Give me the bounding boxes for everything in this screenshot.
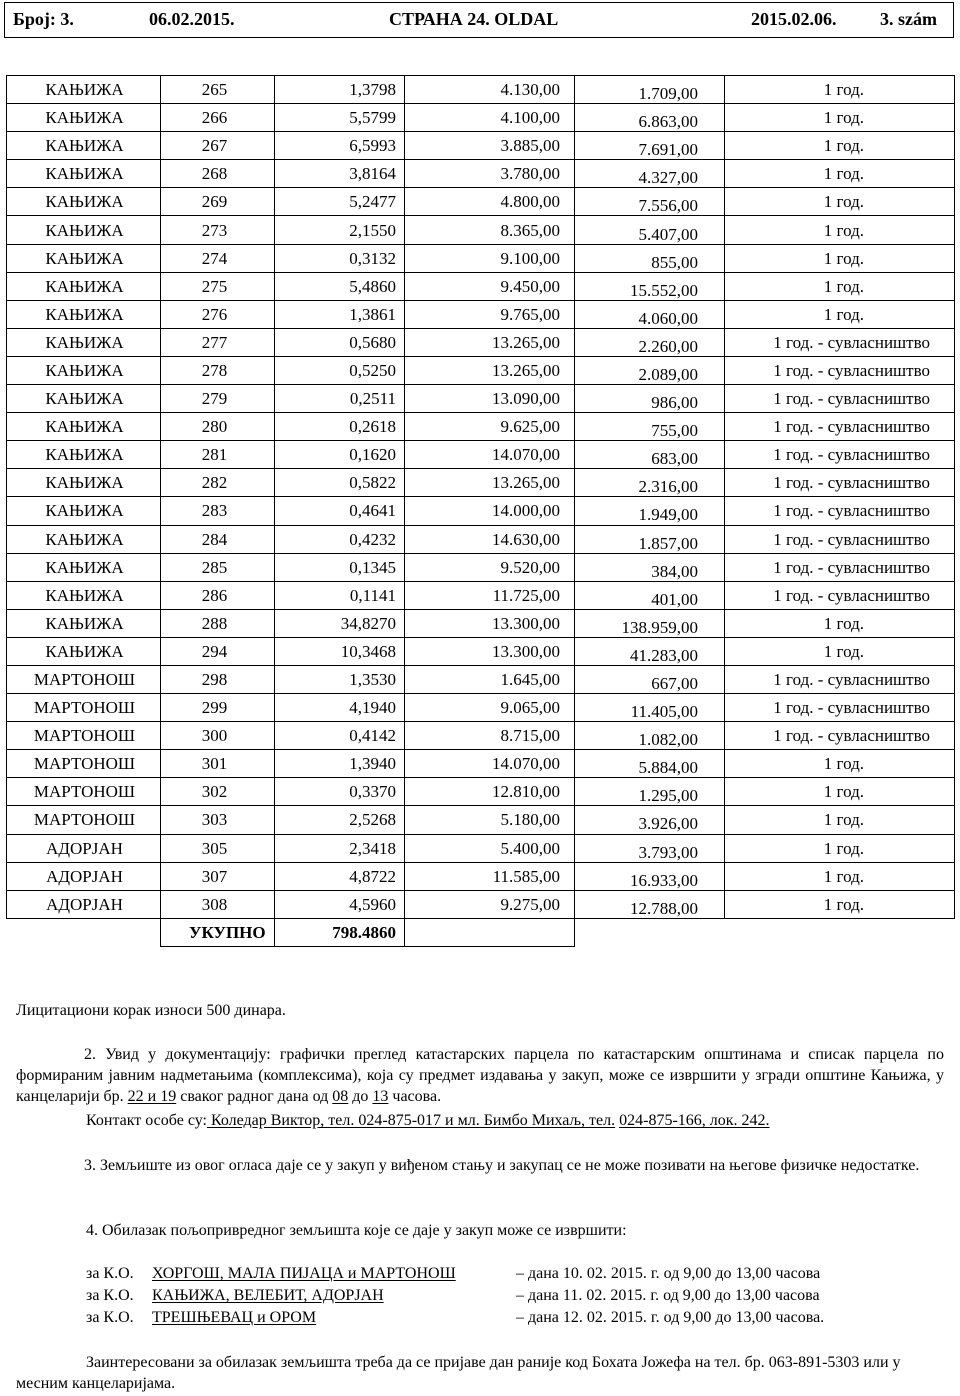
visit-line [86,1264,820,1284]
parcel-number-cell: 280 [161,413,275,441]
parcel-number-cell: 277 [161,328,275,356]
deposit-cell: 7.556,00 [575,188,725,216]
starting-price-cell: 9.065,00 [405,694,575,722]
cadastral-municipality-cell: КАЊИЖА [7,76,161,104]
table-row [7,104,955,132]
lease-term-cell: 1 год. - сувласништво [725,385,955,413]
table-row [7,328,955,356]
deposit-cell: 667,00 [575,665,725,693]
deposit-cell: 7.691,00 [575,132,725,160]
area-cell: 0,5250 [275,356,405,384]
area-cell: 4,8722 [275,862,405,890]
cadastral-municipality-cell: МАРТОНОШ [7,778,161,806]
area-cell: 4,5960 [275,890,405,918]
area-cell: 0,1141 [275,581,405,609]
parcel-table [6,75,955,947]
deposit-cell: 855,00 [575,244,725,272]
deposit-cell: 16.933,00 [575,862,725,890]
starting-price-cell: 13.265,00 [405,356,575,384]
parcel-number-cell: 307 [161,862,275,890]
starting-price-cell: 9.275,00 [405,890,575,918]
starting-price-cell: 8.715,00 [405,722,575,750]
cadastral-municipality-cell: КАЊИЖА [7,497,161,525]
deposit-cell: 2.089,00 [575,356,725,384]
area-cell: 2,5268 [275,806,405,834]
paragraph-4: 4. Обилазак пољопривредног земљишта које се даје у закуп може се извршити: [86,1222,627,1239]
hours-from: 08 [332,1088,349,1105]
cadastral-municipality-cell: КАЊИЖА [7,469,161,497]
parcel-number-cell: 298 [161,665,275,693]
lease-term-cell: 1 год. [725,160,955,188]
paragraph-3-text: 3. Земљиште из овог огласа даје се у закуп у виђеном стању и закупац се не може позивати на његове физичке недостатке. [84,1157,920,1174]
deposit-cell: 3.793,00 [575,834,725,862]
starting-price-cell: 13.300,00 [405,637,575,665]
table-row [7,890,955,918]
cadastral-municipality-cell: КАЊИЖА [7,216,161,244]
table-row [7,441,955,469]
lease-term-cell: 1 год. [725,244,955,272]
paragraph-2-end: часова. [392,1088,442,1105]
area-cell: 0,5822 [275,469,405,497]
starting-price-cell: 9.100,00 [405,244,575,272]
parcel-table-body [7,76,955,947]
table-row [7,160,955,188]
table-row [7,300,955,328]
table-row [7,356,955,384]
issue-date-hu: 2015.02.06. [751,9,837,29]
contact-phone-2: 024-875-166, лок. 242. [619,1112,770,1129]
parcel-number-cell: 294 [161,637,275,665]
starting-price-cell: 14.070,00 [405,750,575,778]
area-cell: 2,1550 [275,216,405,244]
lease-term-cell: 1 год. - сувласништво [725,497,955,525]
total-label: УКУПНО [161,918,275,946]
parcel-number-cell: 273 [161,216,275,244]
parcel-number-cell: 283 [161,497,275,525]
cadastral-municipality-cell: КАЊИЖА [7,244,161,272]
starting-price-cell: 5.180,00 [405,806,575,834]
deposit-cell: 2.316,00 [575,469,725,497]
cadastral-municipality-cell: МАРТОНОШ [7,750,161,778]
parcel-number-cell: 299 [161,694,275,722]
visit-when: – дана 12. 02. 2015. г. од 9,00 до 13,00 часова. [516,1309,825,1326]
hours-to: 13 [372,1088,389,1105]
parcel-number-cell: 305 [161,834,275,862]
starting-price-cell: 3.780,00 [405,160,575,188]
area-cell: 0,3132 [275,244,405,272]
starting-price-cell: 11.725,00 [405,581,575,609]
parcel-number-cell: 301 [161,750,275,778]
parcel-number-cell: 278 [161,356,275,384]
table-row [7,469,955,497]
area-cell: 1,3861 [275,300,405,328]
cadastral-municipality-cell: КАЊИЖА [7,188,161,216]
deposit-cell: 384,00 [575,553,725,581]
cadastral-municipality-cell: МАРТОНОШ [7,806,161,834]
cadastral-municipality-cell: МАРТОНОШ [7,722,161,750]
visit-label: за К.О. [86,1309,134,1326]
area-cell: 10,3468 [275,637,405,665]
area-cell: 5,2477 [275,188,405,216]
table-row [7,216,955,244]
visit-areas: КАЊИЖА, ВЕЛЕБИТ, АДОРЈАН [152,1287,384,1304]
lease-term-cell: 1 год. - сувласништво [725,581,955,609]
deposit-cell: 5.407,00 [575,216,725,244]
deposit-cell: 12.788,00 [575,890,725,918]
deposit-cell: 11.405,00 [575,694,725,722]
table-row [7,665,955,693]
issue-date-sr: 06.02.2015. [149,9,235,29]
parcel-number-cell: 274 [161,244,275,272]
paragraph-2-text: 2. Увид у документацију: графички преглед катастарских парцела по катастарским општинама и списак парцела по формираним јавним надметањима (комплексима), која су предмет издавања у закуп, може се извршити у згради општине Кањижа, у канцеларији бр. [16,1046,944,1105]
area-cell: 0,2618 [275,413,405,441]
bid-step-note: Лицитациони корак износи 500 динара. [16,1002,286,1019]
table-row [7,806,955,834]
parcel-number-cell: 308 [161,890,275,918]
cadastral-municipality-cell: КАЊИЖА [7,637,161,665]
table-row [7,834,955,862]
lease-term-cell: 1 год. [725,76,955,104]
table-row [7,188,955,216]
table-row [7,553,955,581]
starting-price-cell: 8.365,00 [405,216,575,244]
table-row [7,750,955,778]
deposit-cell: 6.863,00 [575,104,725,132]
deposit-cell: 986,00 [575,385,725,413]
parcel-number-cell: 300 [161,722,275,750]
table-row [7,525,955,553]
lease-term-cell: 1 год. [725,300,955,328]
cadastral-municipality-cell: АДОРЈАН [7,862,161,890]
cadastral-municipality-cell: КАЊИЖА [7,300,161,328]
starting-price-cell: 13.090,00 [405,385,575,413]
table-row [7,609,955,637]
parcel-number-cell: 303 [161,806,275,834]
lease-term-cell: 1 год. - сувласништво [725,665,955,693]
starting-price-cell: 1.645,00 [405,665,575,693]
area-cell: 0,4641 [275,497,405,525]
area-cell: 2,3418 [275,834,405,862]
parcel-number-cell: 279 [161,385,275,413]
area-cell: 5,5799 [275,104,405,132]
lease-term-cell: 1 год. [725,216,955,244]
parcel-number-cell: 285 [161,553,275,581]
deposit-cell: 1.857,00 [575,525,725,553]
lease-term-cell: 1 год. [725,834,955,862]
cadastral-municipality-cell: КАЊИЖА [7,553,161,581]
table-row [7,385,955,413]
deposit-cell: 4.327,00 [575,160,725,188]
lease-term-cell: 1 год. - сувласништво [725,441,955,469]
lease-term-cell: 1 год. [725,637,955,665]
cadastral-municipality-cell: КАЊИЖА [7,581,161,609]
starting-price-cell: 13.300,00 [405,609,575,637]
area-cell: 5,4860 [275,272,405,300]
area-cell: 6,5993 [275,132,405,160]
area-cell: 0,2511 [275,385,405,413]
starting-price-cell: 12.810,00 [405,778,575,806]
area-cell: 1,3940 [275,750,405,778]
paragraph-5-text: Заинтересовани за обилазак земљишта треба да се пријаве дан раније код Бохата Јожефа на тел. бр. 063-891-5303 или у месним канцеларијама. [16,1354,901,1392]
starting-price-cell: 3.885,00 [405,132,575,160]
table-row [7,722,955,750]
deposit-cell: 2.260,00 [575,328,725,356]
area-cell: 3,8164 [275,160,405,188]
area-cell: 1,3798 [275,76,405,104]
deposit-cell: 1.949,00 [575,497,725,525]
cadastral-municipality-cell: КАЊИЖА [7,104,161,132]
lease-term-cell: 1 год. - сувласништво [725,413,955,441]
starting-price-cell: 11.585,00 [405,862,575,890]
paragraph-2-mid: сваког радног дана од [180,1088,329,1105]
lease-term-cell: 1 год. - сувласништво [725,469,955,497]
lease-term-cell: 1 год. [725,862,955,890]
deposit-cell: 3.926,00 [575,806,725,834]
lease-term-cell: 1 год. - сувласништво [725,722,955,750]
cadastral-municipality-cell: КАЊИЖА [7,441,161,469]
issue-number-sr: Број: 3. [13,9,74,29]
starting-price-cell: 5.400,00 [405,834,575,862]
area-cell: 0,5680 [275,328,405,356]
parcel-number-cell: 282 [161,469,275,497]
deposit-cell: 683,00 [575,441,725,469]
deposit-cell: 5.884,00 [575,750,725,778]
table-row [7,413,955,441]
total-row [7,918,955,946]
visit-label: за К.О. [86,1265,134,1282]
lease-term-cell: 1 год. [725,272,955,300]
deposit-cell: 1.709,00 [575,76,725,104]
lease-term-cell: 1 год. [725,806,955,834]
visit-line [86,1308,824,1328]
lease-term-cell: 1 год. [725,188,955,216]
deposit-cell: 755,00 [575,413,725,441]
starting-price-cell: 13.265,00 [405,328,575,356]
area-cell: 0,4232 [275,525,405,553]
starting-price-cell: 4.800,00 [405,188,575,216]
lease-term-cell: 1 год. - сувласништво [725,525,955,553]
issue-number-hu: 3. szám [880,9,937,29]
contact-line [86,1110,770,1131]
parcel-number-cell: 302 [161,778,275,806]
area-cell: 34,8270 [275,609,405,637]
total-blank-cell [7,918,161,946]
paragraph-3 [16,1155,944,1176]
cadastral-municipality-cell: КАЊИЖА [7,328,161,356]
visit-label: за К.О. [86,1287,134,1304]
table-row [7,637,955,665]
area-cell: 0,4142 [275,722,405,750]
starting-price-cell: 14.070,00 [405,441,575,469]
area-cell: 4,1940 [275,694,405,722]
lease-term-cell: 1 год. [725,609,955,637]
lease-term-cell: 1 год. - сувласништво [725,694,955,722]
starting-price-cell: 14.630,00 [405,525,575,553]
total-area: 798.4860 [275,918,405,946]
table-row [7,244,955,272]
deposit-cell: 15.552,00 [575,272,725,300]
cadastral-municipality-cell: МАРТОНОШ [7,665,161,693]
cadastral-municipality-cell: МАРТОНОШ [7,694,161,722]
parcel-number-cell: 281 [161,441,275,469]
lease-term-cell: 1 год. [725,778,955,806]
table-row [7,862,955,890]
table-row [7,694,955,722]
deposit-cell: 1.082,00 [575,722,725,750]
area-cell: 0,1345 [275,553,405,581]
visit-areas: ХОРГОШ, МАЛА ПИЈАЦА и МАРТОНОШ [152,1265,456,1282]
deposit-cell: 1.295,00 [575,778,725,806]
starting-price-cell: 9.450,00 [405,272,575,300]
visit-areas: ТРЕШЊЕВАЦ и ОРОМ [152,1309,317,1326]
visit-when: – дана 10. 02. 2015. г. од 9,00 до 13,00 часова [516,1265,821,1282]
starting-price-cell: 13.265,00 [405,469,575,497]
cadastral-municipality-cell: КАЊИЖА [7,413,161,441]
table-row [7,272,955,300]
table-row [7,581,955,609]
table-row [7,497,955,525]
parcel-number-cell: 269 [161,188,275,216]
lease-term-cell: 1 год. - сувласништво [725,553,955,581]
deposit-cell: 138.959,00 [575,609,725,637]
starting-price-cell: 4.130,00 [405,76,575,104]
deposit-cell: 401,00 [575,581,725,609]
page-number: СТРАНА 24. OLDAL [389,9,559,29]
cadastral-municipality-cell: КАЊИЖА [7,385,161,413]
office-days: 22 и 19 [127,1088,177,1105]
contact-label: Контакт особе су: [86,1112,207,1129]
starting-price-cell: 9.765,00 [405,300,575,328]
parcel-number-cell: 266 [161,104,275,132]
starting-price-cell: 9.625,00 [405,413,575,441]
parcel-number-cell: 286 [161,581,275,609]
parcel-number-cell: 268 [161,160,275,188]
starting-price-cell: 9.520,00 [405,553,575,581]
table-row [7,778,955,806]
table-row [7,76,955,104]
parcel-number-cell: 267 [161,132,275,160]
contact-persons: Коледар Виктор, тел. 024-875-017 и мл. Бимбо Михаљ, тел. [206,1112,616,1129]
area-cell: 1,3530 [275,665,405,693]
parcel-number-cell: 288 [161,609,275,637]
paragraph-2 [16,1044,944,1107]
cadastral-municipality-cell: КАЊИЖА [7,356,161,384]
cadastral-municipality-cell: АДОРЈАН [7,834,161,862]
parcel-number-cell: 284 [161,525,275,553]
area-cell: 0,3370 [275,778,405,806]
cadastral-municipality-cell: КАЊИЖА [7,525,161,553]
deposit-cell: 4.060,00 [575,300,725,328]
paragraph-5 [16,1352,944,1394]
cadastral-municipality-cell: КАЊИЖА [7,160,161,188]
lease-term-cell: 1 год. [725,750,955,778]
lease-term-cell: 1 год. - сувласништво [725,328,955,356]
lease-term-cell: 1 год. [725,104,955,132]
parcel-number-cell: 276 [161,300,275,328]
cadastral-municipality-cell: АДОРЈАН [7,890,161,918]
lease-term-cell: 1 год. - сувласништво [725,356,955,384]
visit-when: – дана 11. 02. 2015. г. од 9,00 до 13,00 часова [516,1287,820,1304]
parcel-number-cell: 275 [161,272,275,300]
visit-line [86,1286,820,1306]
area-cell: 0,1620 [275,441,405,469]
cadastral-municipality-cell: КАЊИЖА [7,609,161,637]
starting-price-cell: 4.100,00 [405,104,575,132]
page-header [4,2,954,38]
lease-term-cell: 1 год. [725,890,955,918]
cadastral-municipality-cell: КАЊИЖА [7,272,161,300]
starting-price-cell: 14.000,00 [405,497,575,525]
lease-term-cell: 1 год. [725,132,955,160]
hours-to-word: до [352,1088,369,1105]
parcel-number-cell: 265 [161,76,275,104]
table-row [7,132,955,160]
cadastral-municipality-cell: КАЊИЖА [7,132,161,160]
total-blank-cell [405,918,575,946]
deposit-cell: 41.283,00 [575,637,725,665]
